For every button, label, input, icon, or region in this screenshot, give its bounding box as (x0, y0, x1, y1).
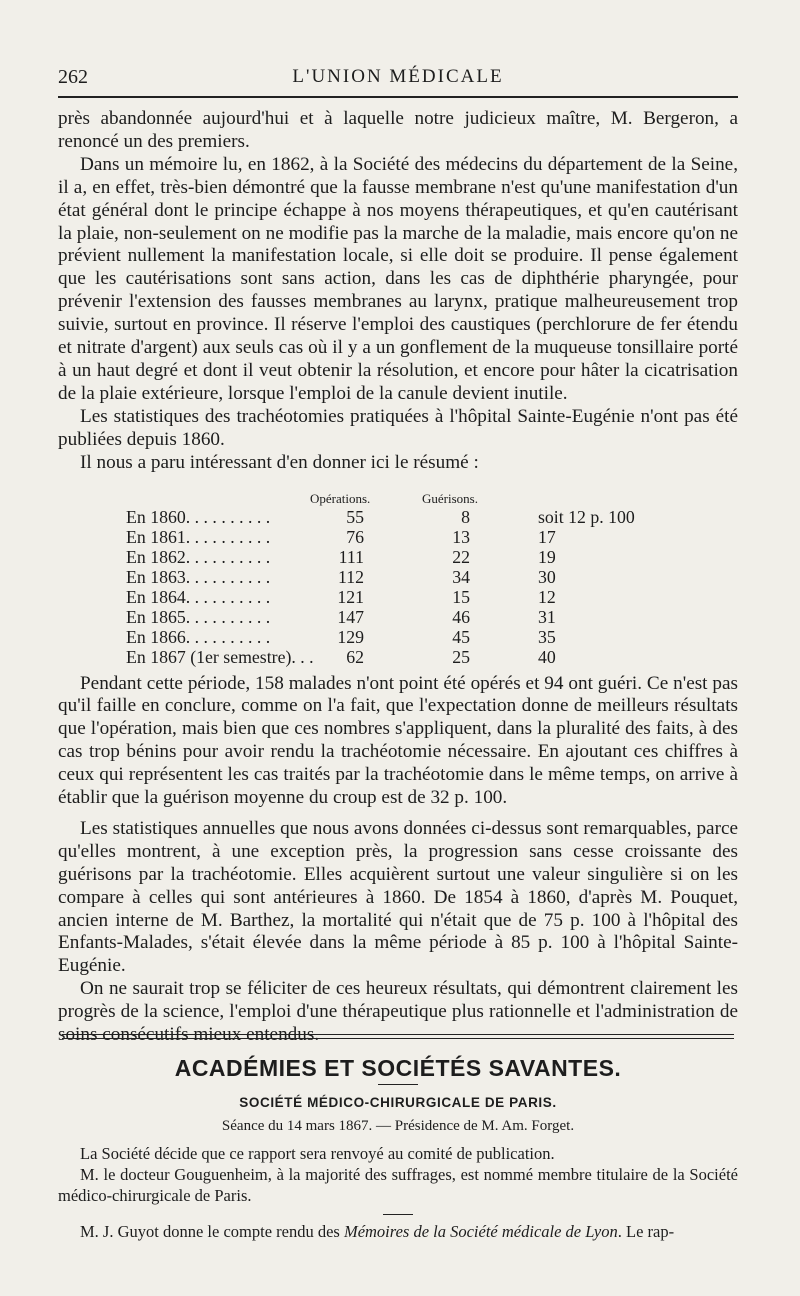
page-header (58, 66, 738, 90)
operations-cell: 129 (337, 626, 364, 647)
article-body (58, 108, 738, 1047)
guerisons-cell: 34 (452, 566, 470, 587)
paragraph: M. le docteur Gouguenheim, à la majorité des suffrages, est nommé membre titulaire de la Société médico-chirurgicale de Paris. (58, 1165, 738, 1205)
row-label: En 1863. . . . . . . . . . (126, 566, 271, 587)
paragraph: près abandonnée aujourd'hui et à laquelle notre judicieux maître, M. Bergeron, a renoncé un des premiers. (58, 108, 738, 152)
text-run: . Le rap- (617, 1222, 675, 1241)
paragraph (58, 1221, 738, 1242)
society-heading: SOCIÉTÉ MÉDICO-CHIRURGICALE DE PARIS. (239, 1095, 557, 1110)
academies-section (58, 1034, 738, 1242)
percentage-cell: 12 (538, 586, 556, 607)
guerisons-cell: 45 (452, 626, 470, 647)
table-row (58, 647, 738, 667)
paragraph: Il nous a paru intéressant d'en donner ici le résumé : (80, 451, 479, 473)
section-title: ACADÉMIES ET SOCIÉTÉS SAVANTES. (174, 1055, 622, 1081)
section-divider (62, 1034, 734, 1039)
paragraph: Pendant cette période, 158 malades n'ont point été opérés et 94 ont guéri. Ce n'est pas qu'il faille en conclure, comme on l'a fait, que l'expectation donne de meilleurs résultats que l'opération, mais bien que ces nombres s'appliquent, dans la pluralité des faits, à des cas trop bénins pour avoir rendu la trachéotomie nécessaire. En ajoutant ces chiffres à ceux qui représentent les cas traités par la trachéotomie dans le même temps, on arrive à établir que la guérison moyenne du croup est de 32 p. 100. (58, 672, 738, 809)
row-label: En 1862. . . . . . . . . . (126, 546, 271, 567)
paragraph: On ne saurait trop se féliciter de ces heureux résultats, qui démontrent clairement les progrès de la science, l'emploi d'une thérapeutique plus rationnelle et l'administration de soins consécutifs mieux entendus. (58, 978, 738, 1046)
journal-title: L'UNION MÉDICALE (292, 66, 504, 87)
session-line: Séance du 14 mars 1867. — Présidence de M. Am. Forget. (221, 1118, 575, 1134)
paragraph: Dans un mémoire lu, en 1862, à la Société des médecins du département de la Seine, il a, en effet, très-bien démontré que la fausse membrane n'est qu'une manifestation d'un état général dont le principe échappe à nos moyens thérapeutiques, et qu'en cautérisant la plaie, non-seulement on ne modifie pas la marche de la maladie, mais encore qu'on ne prévient nullement la manifestation locale, si elle doit se produire. Il pense également que les cautérisations sont sans action, dans les cas de diphthérie pharyngée, pour prévenir l'extension des fausses membranes au larynx, pratique malheureusement trop suivie, surtout en province. Il réserve l'emploi des caustiques (perchlorure de fer étendu et nitrate d'argent) aux seuls cas où il y a un gonflement de la muqueuse tonsillaire porté à un haut degré et dont il veut obtenir la résolution, et encore pour hâter la cicatrisation de la plaie extérieure, lorsque l'emploi de la canule devient inutile. (58, 153, 738, 404)
table-row (58, 587, 738, 607)
percentage-cell: 19 (538, 546, 556, 567)
percentage-cell: 17 (538, 526, 556, 547)
percentage-cell: 31 (538, 606, 556, 627)
table-row (58, 567, 738, 587)
operations-cell: 76 (346, 526, 364, 547)
header-rule (58, 96, 738, 98)
operations-cell: 62 (346, 646, 364, 667)
table-row (58, 507, 738, 527)
page-number: 262 (58, 66, 88, 88)
table-body (58, 507, 738, 667)
table-row (58, 627, 738, 647)
guerisons-cell: 13 (452, 526, 470, 547)
column-header-operations: Opérations. (310, 490, 371, 506)
row-label: En 1865. . . . . . . . . . (126, 606, 271, 627)
table-row (58, 607, 738, 627)
title-rule (378, 1084, 418, 1085)
table-row (58, 527, 738, 547)
guerisons-cell: 46 (452, 606, 470, 627)
guerisons-cell: 15 (452, 586, 470, 607)
row-label: En 1860. . . . . . . . . . (126, 506, 271, 527)
separator-rule (383, 1214, 413, 1215)
row-label: En 1866. . . . . . . . . . (126, 626, 271, 647)
column-header-guerisons: Guérisons. (422, 490, 478, 506)
guerisons-cell: 8 (461, 506, 470, 527)
operations-cell: 111 (338, 546, 364, 567)
paragraph: La Société décide que ce rapport sera renvoyé au comité de publication. (80, 1144, 555, 1163)
percentage-cell: 30 (538, 566, 556, 587)
operations-cell: 121 (337, 586, 364, 607)
section-body (58, 1143, 738, 1242)
guerisons-cell: 25 (452, 646, 470, 667)
table-row (58, 547, 738, 567)
percentage-cell: soit 12 p. 100 (538, 506, 635, 527)
tracheotomy-statistics-table (58, 487, 738, 667)
row-label: En 1867 (1er semestre). . . (126, 646, 314, 667)
operations-cell: 112 (337, 566, 364, 587)
operations-cell: 147 (337, 606, 364, 627)
paragraph: Les statistiques des trachéotomies pratiquées à l'hôpital Sainte-Eugénie n'ont pas été publiées depuis 1860. (58, 405, 738, 450)
text-run: M. J. Guyot donne le compte rendu des (80, 1222, 344, 1241)
percentage-cell: 40 (538, 646, 556, 667)
paragraph: Les statistiques annuelles que nous avons données ci-dessus sont remarquables, parce qu'elles montrent, à une exception près, la progression sans cesse croissante des guérisons par la trachéotomie. Elles acquièrent surtout une valeur singulière si on les compare à celles qui sont antérieures à 1860. De 1854 à 1860, d'après M. Pouquet, ancien interne de M. Barthez, la mortalité qui n'était que de 75 p. 100 à l'hôpital des Enfants-Malades, s'était élevée dans la même période à 85 p. 100 à l'hôpital Sainte-Eugénie. (58, 817, 738, 977)
journal-reference: Mémoires de la Société médicale de Lyon (343, 1222, 618, 1241)
percentage-cell: 35 (538, 626, 556, 647)
row-label: En 1861. . . . . . . . . . (126, 526, 271, 547)
operations-cell: 55 (346, 506, 364, 527)
row-label: En 1864. . . . . . . . . . (126, 586, 271, 607)
table-header (58, 487, 738, 507)
guerisons-cell: 22 (452, 546, 470, 567)
